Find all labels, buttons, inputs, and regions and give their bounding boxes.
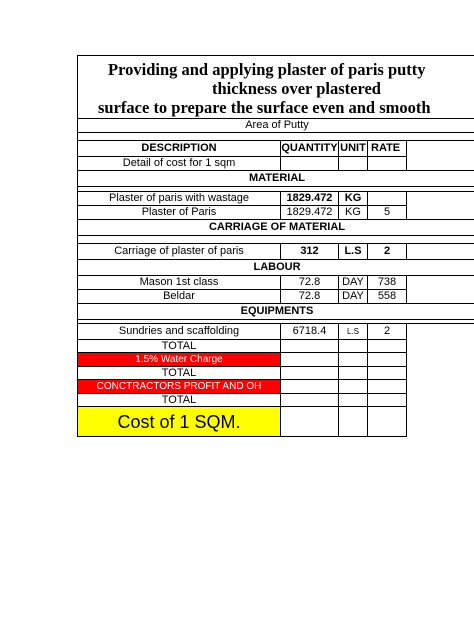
title-line-1: Providing and applying plaster of paris putty [108,60,426,79]
empty-cell [280,406,339,437]
row-quantity: 1829.472 [280,205,339,220]
row-quantity: 1829.472 [280,191,339,206]
row-unit: L.S [338,323,368,340]
row-description: Mason 1st class [77,275,281,290]
empty-cell [367,406,407,437]
empty-cell [280,393,339,407]
row-quantity: 312 [280,243,339,260]
row-unit: DAY [338,289,368,304]
empty-cell [367,379,407,394]
row-quantity: 72.8 [280,275,339,290]
empty-cell [338,406,368,437]
empty-cell [367,156,407,171]
row-unit: KG [338,205,368,220]
empty-cell [367,352,407,367]
section-material: MATERIAL [77,170,474,187]
section-labour: LABOUR [77,259,474,276]
empty-cell [367,366,407,380]
cost-sheet [77,55,474,437]
empty-cell [338,393,368,407]
row-rate: 5 [367,205,407,220]
row-description: Beldar [77,289,281,304]
row-unit: L.S [338,243,368,260]
empty-cell [280,352,339,367]
empty-cell [338,379,368,394]
row-description: Carriage of plaster of paris [77,243,281,260]
total-label: TOTAL [77,393,281,407]
row-rate: 558 [367,289,407,304]
total-label: TOTAL [77,366,281,380]
title-block [77,55,474,118]
row-description: Plaster of paris with wastage [77,191,281,206]
row-rate: 738 [367,275,407,290]
empty-cell [338,339,368,353]
empty-cell [338,366,368,380]
empty-cell [280,366,339,380]
section-carriage: CARRIAGE OF MATERIAL [77,219,474,236]
section-equipments: EQUIPMENTS [77,303,474,320]
title-line-2: thickness over plastered [212,79,381,98]
row-rate: 2 [367,243,407,260]
row-rate [367,191,407,206]
empty-cell [367,393,407,407]
row-rate: 2 [367,323,407,340]
header-quantity: QUANTITY [280,140,339,157]
header-rate: RATE [367,140,407,157]
row-description: Sundries and scaffolding [77,323,281,340]
empty-cell [280,156,339,171]
row-description: Plaster of Paris [77,205,281,220]
row-unit: DAY [338,275,368,290]
empty-cell [280,379,339,394]
table-caption: Area of Putty [77,118,474,133]
row-quantity: 6718.4 [280,323,339,340]
empty-cell [338,156,368,171]
title-line-3: surface to prepare the surface even and smooth [98,98,431,117]
contractors-profit-label: CONCTRACTORS PROFIT AND OH [77,379,281,394]
water-charge-label: 1.5% Water Charge [77,352,281,367]
row-quantity: 72.8 [280,289,339,304]
row-unit: KG [338,191,368,206]
empty-cell [338,352,368,367]
empty-cell [280,339,339,353]
empty-cell [367,339,407,353]
header-unit: UNIT [338,140,368,157]
total-label: TOTAL [77,339,281,353]
detail-label: Detail of cost for 1 sqm [77,156,281,171]
header-description: DESCRIPTION [77,140,281,157]
cost-per-sqm-label: Cost of 1 SQM. [77,406,281,437]
